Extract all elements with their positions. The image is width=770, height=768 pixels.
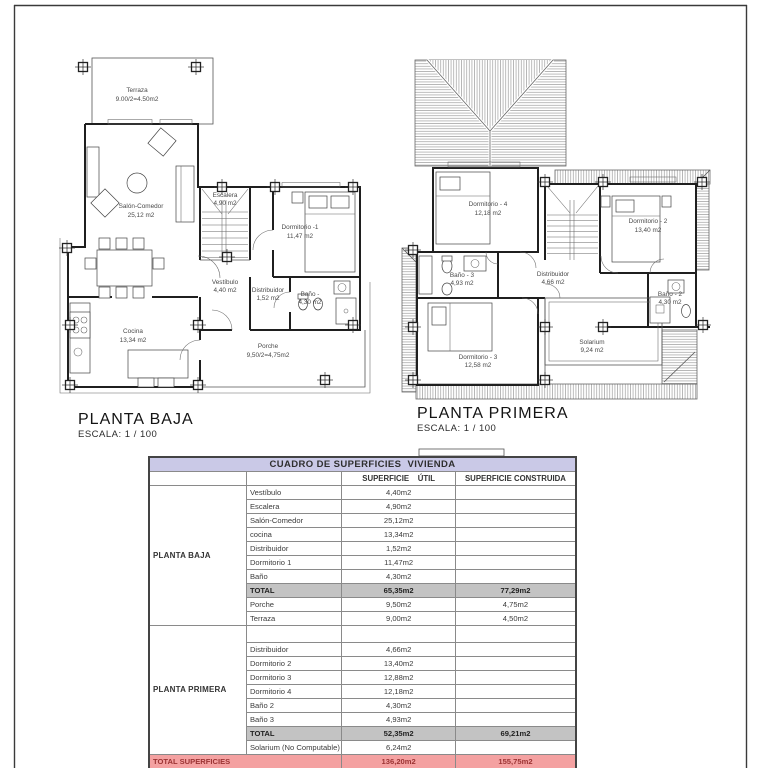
cabinet bbox=[419, 256, 432, 294]
dining-table bbox=[97, 250, 152, 286]
room-name-cell: TOTAL bbox=[246, 727, 341, 741]
table-title-row bbox=[149, 457, 576, 472]
armchair bbox=[148, 128, 176, 156]
util-cell: 4,66m2 bbox=[342, 643, 456, 657]
construida-cell bbox=[455, 685, 576, 699]
room-label-solarium: Solarium bbox=[579, 339, 605, 346]
room-area-dormitorio1: 11,47 m2 bbox=[286, 233, 314, 240]
table-title: CUADRO DE SUPERFICIES VIVIENDA bbox=[149, 457, 576, 472]
section-label-planta-primera: PLANTA PRIMERA bbox=[149, 626, 246, 755]
header-empty bbox=[246, 472, 341, 486]
room-label-dormitorio3: Dormitorio - 3 bbox=[458, 354, 498, 361]
grand-total-row bbox=[149, 755, 576, 768]
room-name-cell: Salón-Comedor bbox=[246, 514, 341, 528]
section-label-planta-baja: PLANTA BAJA bbox=[149, 486, 246, 626]
construida-cell bbox=[455, 542, 576, 556]
stairs bbox=[547, 186, 598, 260]
util-cell: 13,40m2 bbox=[342, 657, 456, 671]
room-area-distribuidor: 1,52 m2 bbox=[256, 295, 280, 302]
util-cell: 4,90m2 bbox=[342, 500, 456, 514]
plan-scale-baja: ESCALA: 1 / 100 bbox=[78, 429, 158, 440]
sofa bbox=[176, 166, 194, 222]
util-cell bbox=[342, 626, 456, 643]
grand-total-label: TOTAL SUPERFICIES bbox=[149, 755, 342, 768]
room-name-cell: TOTAL bbox=[246, 584, 341, 598]
room-label-escalera: Escalera bbox=[212, 192, 238, 199]
construida-cell bbox=[455, 570, 576, 584]
room-label-bano: Baño - bbox=[300, 291, 320, 298]
room-label-porche: Porche bbox=[257, 343, 279, 350]
sink bbox=[464, 256, 486, 271]
plan-title-baja: PLANTA BAJA bbox=[78, 411, 194, 428]
room-area-dormitorio4: 12,18 m2 bbox=[474, 210, 502, 217]
table-header-row bbox=[149, 472, 576, 486]
bedroom4-furniture bbox=[436, 172, 490, 244]
room-name-cell: Escalera bbox=[246, 500, 341, 514]
construida-cell: 4,50m2 bbox=[455, 612, 576, 626]
util-cell: 4,40m2 bbox=[342, 486, 456, 500]
util-cell: 11,47m2 bbox=[342, 556, 456, 570]
construida-cell bbox=[455, 741, 576, 755]
pillow bbox=[616, 200, 634, 212]
room-name-cell: Dormitorio 2 bbox=[246, 657, 341, 671]
room-name-cell: Porche bbox=[246, 598, 341, 612]
header-construida: SUPERFICIE CONSTRUIDA bbox=[455, 472, 576, 486]
table-top-tab bbox=[419, 449, 504, 456]
construida-cell: 69,21m2 bbox=[455, 727, 576, 741]
grand-total-construida: 155,75m2 bbox=[455, 755, 576, 768]
construida-cell bbox=[455, 699, 576, 713]
util-cell: 12,88m2 bbox=[342, 671, 456, 685]
util-cell: 1,52m2 bbox=[342, 542, 456, 556]
room-name-cell: Baño 2 bbox=[246, 699, 341, 713]
room-name-cell: Vestíbulo bbox=[246, 486, 341, 500]
construida-cell bbox=[455, 643, 576, 657]
table-row bbox=[149, 486, 576, 500]
util-cell: 9,50m2 bbox=[342, 598, 456, 612]
room-name-cell bbox=[246, 626, 341, 643]
surfaces-table bbox=[148, 456, 577, 768]
room-label-cocina: Cocina bbox=[123, 328, 143, 335]
dining-set bbox=[85, 238, 164, 298]
construida-cell bbox=[455, 657, 576, 671]
room-area-vestibulo: 4,40 m2 bbox=[213, 287, 237, 294]
room-area-dormitorio3: 12,58 m2 bbox=[464, 362, 492, 369]
room-area-distribuidor: 4,66 m2 bbox=[541, 279, 565, 286]
room-name-cell: cocina bbox=[246, 528, 341, 542]
construida-cell bbox=[455, 500, 576, 514]
room-area-escalera: 4,90 m2 bbox=[213, 200, 237, 207]
room-label-bano2: Baño - 2 bbox=[657, 291, 683, 298]
room-area-terraza: 9.00/2=4.50m2 bbox=[115, 96, 159, 103]
room-area-dormitorio2: 13,40 m2 bbox=[634, 227, 662, 234]
util-cell: 13,34m2 bbox=[342, 528, 456, 542]
util-cell: 4,30m2 bbox=[342, 699, 456, 713]
kitchen-fixtures bbox=[70, 303, 188, 387]
bedroom1-furniture bbox=[292, 192, 355, 272]
nightstand bbox=[662, 196, 671, 207]
util-cell: 25,12m2 bbox=[342, 514, 456, 528]
construida-cell: 4,75m2 bbox=[455, 598, 576, 612]
planta-baja-plan bbox=[59, 58, 370, 440]
room-label-terraza: Terraza bbox=[126, 87, 148, 94]
plan-scale-primera: ESCALA: 1 / 100 bbox=[417, 423, 497, 434]
planta-primera-plan bbox=[402, 60, 711, 434]
room-name-cell: Terraza bbox=[246, 612, 341, 626]
bedroom3-furniture bbox=[428, 303, 492, 351]
construida-cell bbox=[455, 528, 576, 542]
nightstand bbox=[601, 196, 610, 207]
room-label-salon: Salón-Comedor bbox=[118, 203, 164, 210]
table-row bbox=[149, 626, 576, 643]
room-name-cell: Distribuidor bbox=[246, 542, 341, 556]
util-cell: 65,35m2 bbox=[342, 584, 456, 598]
room-label-dormitorio2: Dormitorio - 2 bbox=[628, 218, 668, 225]
header-util: SUPERFICIE ÚTIL bbox=[342, 472, 456, 486]
room-area-salon: 25,12 m2 bbox=[127, 212, 155, 219]
nightstand bbox=[292, 192, 303, 203]
util-cell: 12,18m2 bbox=[342, 685, 456, 699]
room-area-bano: 4,30 m2 bbox=[298, 299, 322, 306]
construida-cell bbox=[455, 486, 576, 500]
room-label-bano3: Baño - 3 bbox=[449, 272, 475, 279]
room-name-cell: Baño 3 bbox=[246, 713, 341, 727]
room-label-vestibulo: Vestíbulo bbox=[211, 279, 239, 286]
sink bbox=[334, 281, 350, 294]
util-cell: 4,30m2 bbox=[342, 570, 456, 584]
room-label-distribuidor: Distribuidor bbox=[251, 287, 285, 294]
room-label-distribuidor: Distribuidor bbox=[536, 271, 570, 278]
room-area-bano3: 4,93 m2 bbox=[450, 280, 474, 287]
room-name-cell: Dormitorio 1 bbox=[246, 556, 341, 570]
room-area-solarium: 9,24 m2 bbox=[580, 347, 604, 354]
util-cell: 52,35m2 bbox=[342, 727, 456, 741]
room-area-cocina: 13,34 m2 bbox=[119, 337, 147, 344]
room-name-cell: Distribuidor bbox=[246, 643, 341, 657]
header-empty bbox=[149, 472, 246, 486]
construida-cell bbox=[455, 514, 576, 528]
construida-cell bbox=[455, 626, 576, 643]
construida-cell bbox=[455, 671, 576, 685]
toilet bbox=[682, 305, 691, 318]
kitchen-table bbox=[128, 350, 188, 378]
room-label-dormitorio4: Dormitorio - 4 bbox=[468, 201, 508, 208]
room-name-cell: Dormitorio 3 bbox=[246, 671, 341, 685]
room-name-cell: Baño bbox=[246, 570, 341, 584]
pillow bbox=[309, 196, 327, 208]
room-name-cell: Dormitorio 4 bbox=[246, 685, 341, 699]
construida-cell: 77,29m2 bbox=[455, 584, 576, 598]
pillow bbox=[432, 307, 446, 325]
util-cell: 9,00m2 bbox=[342, 612, 456, 626]
room-area-bano2: 4,30 m2 bbox=[658, 299, 682, 306]
util-cell: 4,93m2 bbox=[342, 713, 456, 727]
room-label-dormitorio1: Dormitorio -1 bbox=[281, 224, 319, 231]
util-cell: 6,24m2 bbox=[342, 741, 456, 755]
pillow bbox=[331, 196, 349, 208]
pillow bbox=[440, 177, 460, 190]
plan-title-primera: PLANTA PRIMERA bbox=[417, 405, 569, 422]
room-name-cell: Solarium (No Computable) bbox=[246, 741, 341, 755]
construida-cell bbox=[455, 556, 576, 570]
room-area-porche: 9,50/2=4,75m2 bbox=[246, 352, 290, 359]
surfaces-table-wrap bbox=[148, 456, 577, 768]
grand-total-util: 136,20m2 bbox=[342, 755, 456, 768]
construida-cell bbox=[455, 713, 576, 727]
round-table bbox=[127, 173, 147, 193]
